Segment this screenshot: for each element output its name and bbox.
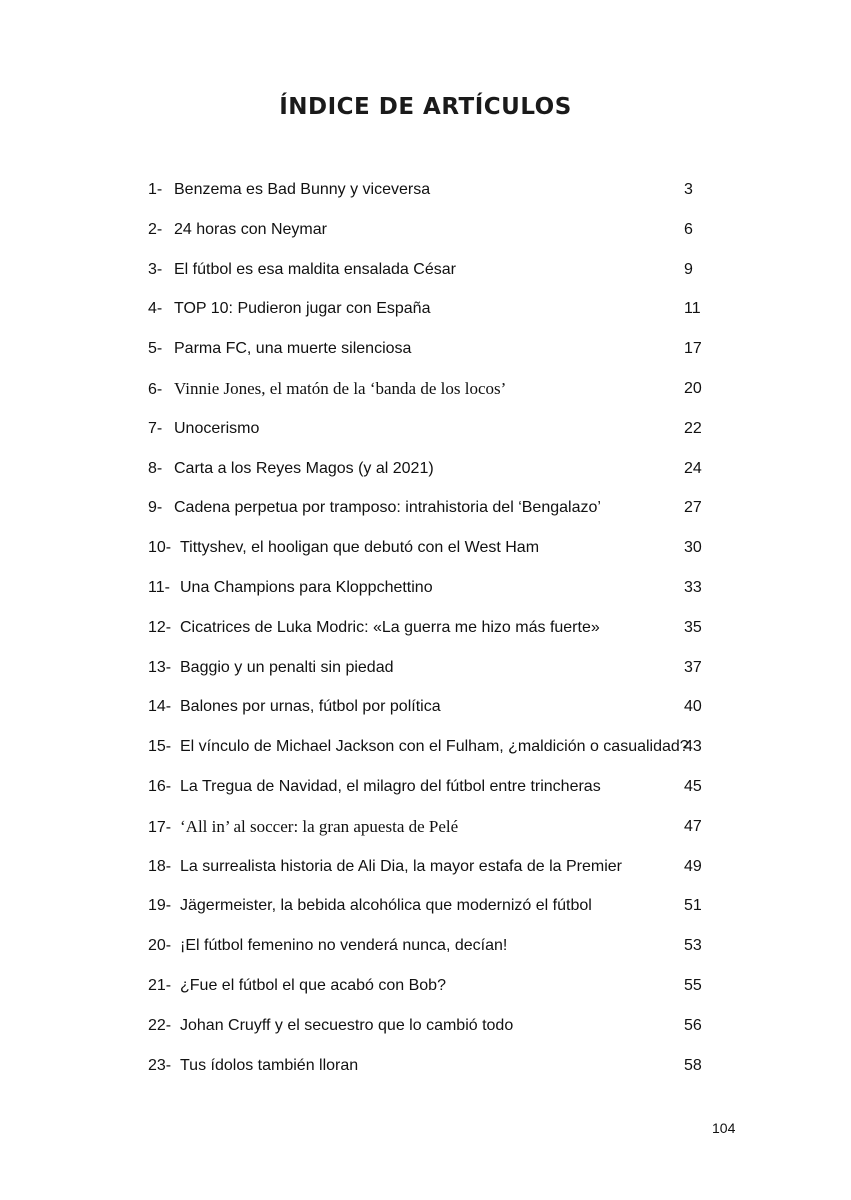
toc-entry-page: 35 — [684, 618, 702, 636]
toc-entry-page: 27 — [684, 499, 702, 517]
toc-entry-number: 8- — [148, 459, 163, 477]
toc-entry — [148, 891, 708, 931]
toc-entry-page: 51 — [684, 897, 702, 915]
toc-entry-title: Una Champions para Kloppchettino — [180, 578, 433, 596]
toc-entry-page: 37 — [684, 658, 702, 676]
toc-entry-title: La Tregua de Navidad, el milagro del fútbol entre trincheras — [180, 777, 601, 795]
toc-entry — [148, 1051, 708, 1091]
toc-entry-page: 11 — [684, 300, 701, 318]
toc-entry-title: Cadena perpetua por tramposo: intrahistoria del ‘Bengalazo’ — [174, 499, 601, 517]
toc-entry — [148, 931, 708, 971]
toc-entry-title: Johan Cruyff y el secuestro que lo cambió todo — [180, 1016, 514, 1034]
toc-entry — [148, 1011, 708, 1051]
toc-entry-number: 5- — [148, 340, 163, 358]
toc-entry-title: ¿Fue el fútbol el que acabó con Bob? — [180, 976, 446, 994]
toc-entry-title: ¡El fútbol femenino no venderá nunca, decían! — [180, 937, 508, 955]
toc-entry-title: Cicatrices de Luka Modric: «La guerra me hizo más fuerte» — [180, 618, 600, 636]
toc-entry — [148, 215, 708, 255]
toc-entry-page: 49 — [684, 857, 702, 875]
toc-entry — [148, 533, 708, 573]
toc-entry-number: 4- — [148, 300, 163, 318]
toc-entry-page: 17 — [684, 340, 702, 358]
toc-entry-page: 43 — [684, 738, 702, 756]
toc-entry-title: TOP 10: Pudieron jugar con España — [174, 300, 431, 318]
toc-entry-number: 13- — [148, 658, 172, 676]
toc-entry-page: 53 — [684, 937, 702, 955]
toc-entry-title: Tittyshev, el hooligan que debutó con el West Ham — [180, 539, 540, 557]
toc-entry — [148, 255, 708, 295]
toc-entry — [148, 334, 708, 374]
toc-entry-page: 3 — [684, 181, 693, 198]
toc-entry-title: La surrealista historia de Ali Dia, la mayor estafa de la Premier — [180, 857, 622, 875]
toc-entry-number: 22- — [148, 1016, 172, 1034]
toc-entry-number: 15- — [148, 738, 172, 756]
toc-entry-number: 6- — [148, 380, 163, 398]
toc-entry-number: 2- — [148, 220, 163, 238]
toc-entry — [148, 454, 708, 494]
toc-entry-title: ‘All in’ al soccer: la gran apuesta de Pelé — [180, 816, 459, 836]
toc-entry-number: 9- — [148, 499, 163, 517]
toc-entry-page: 33 — [684, 578, 702, 596]
toc-entry — [148, 294, 708, 334]
toc-entry-number: 3- — [148, 260, 163, 278]
toc-entry-page: 6 — [684, 220, 693, 238]
toc-entry — [148, 852, 708, 892]
toc-entry-number: 17- — [148, 818, 172, 836]
table-of-contents — [148, 175, 708, 1090]
toc-entry-title: Unocerismo — [174, 419, 260, 437]
toc-entry-number: 23- — [148, 1056, 172, 1074]
toc-entry-number: 7- — [148, 419, 163, 437]
page-number: 104 — [712, 1120, 736, 1136]
toc-entry — [148, 971, 708, 1011]
toc-entry-page: 22 — [684, 419, 702, 437]
toc-entry — [148, 772, 708, 812]
toc-entry-number: 1- — [148, 181, 163, 198]
toc-entry — [148, 613, 708, 653]
toc-entry-number: 11- — [148, 578, 170, 596]
toc-entry-number: 16- — [148, 777, 172, 795]
toc-entry-title: El fútbol es esa maldita ensalada César — [174, 260, 456, 278]
toc-entry — [148, 812, 708, 852]
toc-entry-page: 56 — [684, 1016, 702, 1034]
toc-entry — [148, 573, 708, 613]
toc-entry — [148, 374, 708, 414]
toc-entry-page: 45 — [684, 777, 702, 795]
toc-entry-number: 20- — [148, 937, 172, 955]
toc-entry-title: Parma FC, una muerte silenciosa — [174, 340, 412, 358]
toc-entry-page: 58 — [684, 1056, 702, 1074]
toc-entry-number: 12- — [148, 618, 172, 636]
toc-entry-title: Jägermeister, la bebida alcohólica que modernizó el fútbol — [180, 897, 592, 915]
toc-entry-title: Carta a los Reyes Magos (y al 2021) — [174, 459, 434, 477]
page-title: ÍNDICE DE ARTÍCULOS — [279, 94, 572, 120]
toc-entry-title: Baggio y un penalti sin piedad — [180, 658, 394, 676]
toc-entry-page: 55 — [684, 976, 702, 994]
toc-entry-page: 20 — [684, 379, 702, 397]
toc-entry-number: 19- — [148, 897, 172, 915]
toc-entry — [148, 414, 708, 454]
toc-entry-title: Balones por urnas, fútbol por política — [180, 698, 441, 716]
toc-entry-title: Vinnie Jones, el matón de la ‘banda de los locos’ — [174, 378, 507, 398]
toc-entry-page: 30 — [684, 539, 702, 557]
toc-entry-page: 47 — [684, 817, 702, 835]
toc-entry-number: 14- — [148, 698, 172, 716]
toc-entry — [148, 493, 708, 533]
toc-entry-number: 21- — [148, 976, 172, 994]
toc-entry-title: El vínculo de Michael Jackson con el Fulham, ¿maldición o casualidad? — [180, 738, 689, 756]
toc-entry — [148, 653, 708, 693]
toc-entry-title: Tus ídolos también lloran — [180, 1056, 359, 1074]
toc-entry-page: 9 — [684, 260, 693, 278]
toc-entry — [148, 732, 708, 772]
toc-entry-number: 18- — [148, 857, 172, 875]
toc-entry-page: 40 — [684, 698, 702, 716]
toc-entry-title: Benzema es Bad Bunny y viceversa — [174, 181, 431, 198]
toc-entry — [148, 692, 708, 732]
toc-entry-number: 10- — [148, 539, 172, 557]
toc-entry — [148, 175, 708, 215]
toc-entry-page: 24 — [684, 459, 702, 477]
toc-entry-title: 24 horas con Neymar — [174, 220, 327, 238]
